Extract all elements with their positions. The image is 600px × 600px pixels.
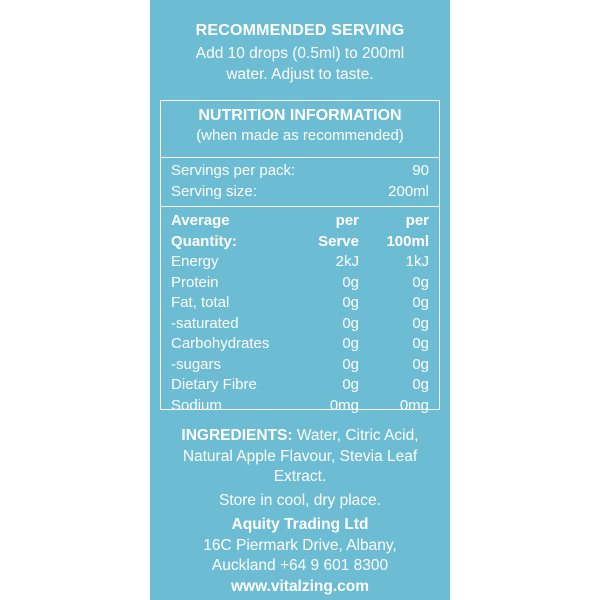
nutrient-per-serve: 0g — [342, 294, 359, 311]
serving-size-row — [161, 182, 439, 203]
ingredients-text: Water, Citric Acid, Natural Apple Flavour, Stevia Leaf Extract. — [182, 427, 419, 485]
nutrient-row — [161, 314, 439, 335]
company-name: Aquity Trading Ltd — [231, 516, 369, 533]
nutrient-name: Energy — [171, 253, 219, 270]
nutrient-per-100ml: 0g — [412, 294, 429, 311]
ingredients-label: INGREDIENTS: — [181, 427, 293, 444]
nutrient-name: Dietary Fibre — [171, 376, 257, 393]
nutrient-per-100ml: 0g — [412, 376, 429, 393]
nutrient-row — [161, 273, 439, 294]
column-header-100ml: 100ml — [386, 232, 429, 250]
nutrient-row — [161, 375, 439, 396]
nutrient-per-100ml: 0g — [412, 355, 429, 373]
nutrient-per-serve: 2kJ — [335, 253, 359, 270]
column-header-per-1: per — [335, 212, 359, 229]
servings-per-pack-value: 90 — [412, 162, 429, 179]
column-header-serve: Serve — [318, 232, 359, 250]
nutrient-row — [161, 293, 439, 314]
nutrient-name: Fat, total — [171, 294, 230, 311]
nutrient-name: Sodium — [171, 396, 222, 414]
servings-per-pack-row — [161, 161, 439, 182]
nutrient-per-100ml: 1kJ — [405, 253, 429, 270]
nutrient-per-serve: 0g — [342, 335, 359, 352]
nutrient-row — [161, 334, 439, 355]
column-header-row-2 — [161, 232, 439, 253]
nutrient-per-100ml: 0g — [412, 314, 429, 332]
product-label-panel — [150, 0, 450, 600]
company-info — [150, 515, 450, 597]
column-header-per-2: per — [405, 212, 429, 229]
nutrient-per-serve: 0g — [342, 314, 359, 332]
nutrient-name: Carbohydrates — [171, 335, 270, 352]
nutrient-row — [161, 252, 439, 273]
nutrient-name: Protein — [171, 273, 219, 291]
nutrient-per-serve: 0mg — [329, 396, 359, 414]
nutrient-per-100ml: 0g — [412, 335, 429, 352]
column-header-average: Average — [171, 212, 230, 229]
nutrition-table-header — [161, 101, 439, 158]
nutrition-title: NUTRITION INFORMATION — [198, 107, 402, 124]
serving-size-label: Serving size: — [171, 182, 257, 200]
recommended-serving-title: RECOMMENDED SERVING — [195, 22, 405, 39]
nutrient-row — [161, 355, 439, 376]
servings-section — [161, 158, 439, 207]
nutrient-list — [161, 207, 439, 416]
serving-line-1: Add 10 drops (0.5ml) to 200ml — [195, 45, 405, 62]
ingredients-section — [150, 426, 450, 488]
serving-size-value: 200ml — [388, 182, 429, 200]
nutrient-per-serve: 0g — [342, 355, 359, 373]
nutrient-row — [161, 396, 439, 417]
recommended-serving-text — [150, 43, 450, 85]
nutrient-per-100ml: 0mg — [399, 396, 429, 414]
nutrient-name: -sugars — [171, 355, 222, 373]
column-header-row-1 — [161, 211, 439, 232]
nutrient-per-serve: 0g — [342, 376, 359, 393]
serving-line-2: water. Adjust to taste. — [226, 66, 374, 83]
nutrient-per-serve: 0g — [342, 273, 359, 291]
company-website: www.vitalzing.com — [230, 577, 370, 595]
servings-per-pack-label: Servings per pack: — [171, 162, 296, 179]
nutrition-subtitle: (when made as recommended) — [196, 127, 404, 144]
nutrient-name: -saturated — [171, 314, 239, 332]
storage-instructions: Store in cool, dry place. — [219, 492, 381, 509]
nutrition-table — [160, 100, 440, 414]
column-header-quantity: Quantity: — [171, 232, 237, 250]
company-address-line-1: 16C Piermark Drive, Albany, — [203, 536, 397, 554]
company-address-line-2: Auckland +64 9 601 8300 — [211, 557, 389, 574]
recommended-serving-section — [150, 22, 450, 85]
nutrient-per-100ml: 0g — [412, 273, 429, 291]
